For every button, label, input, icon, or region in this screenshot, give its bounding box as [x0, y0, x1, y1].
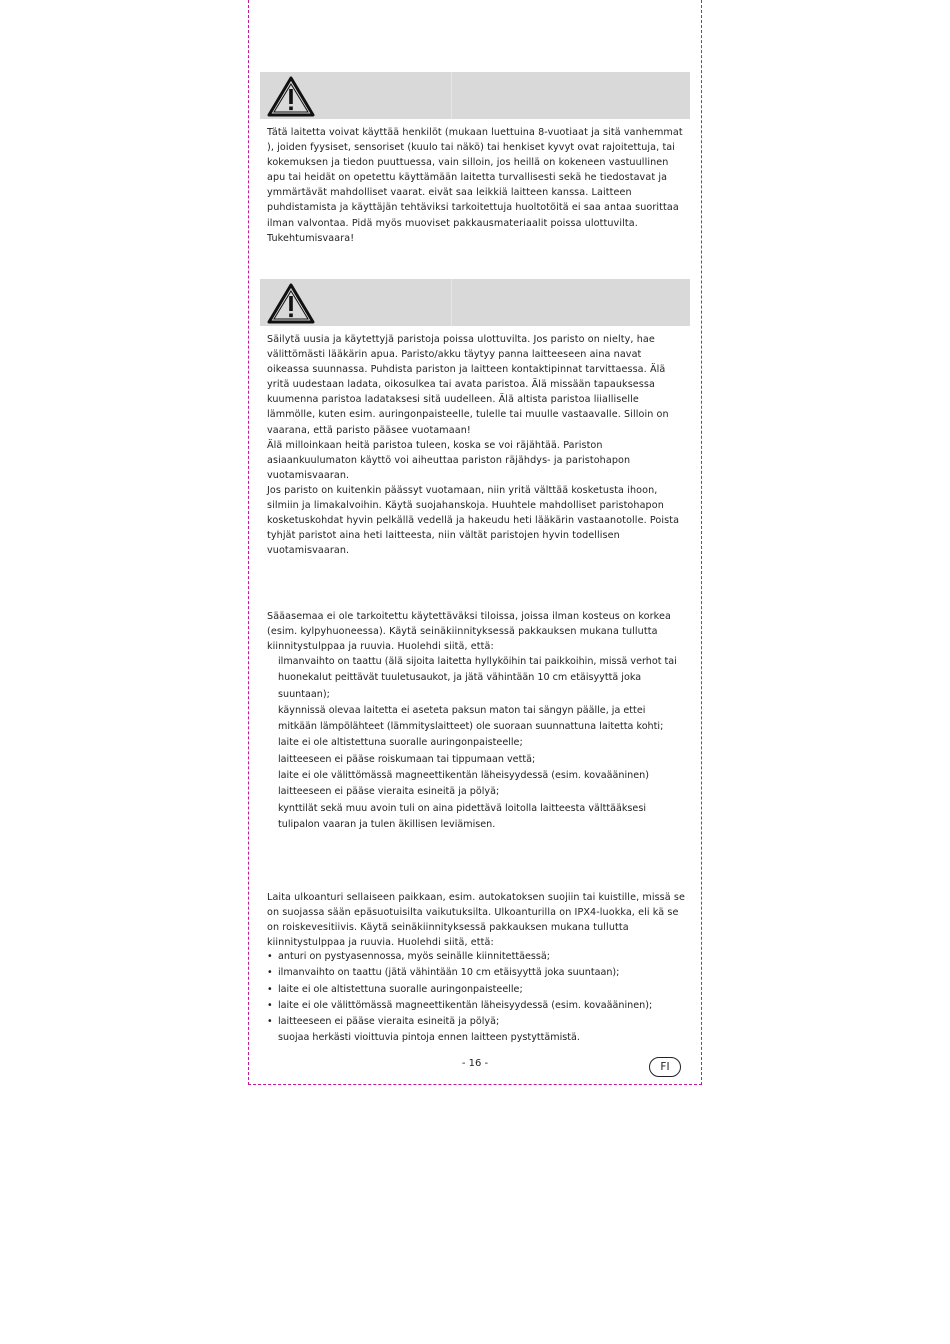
warning-text-1: [267, 125, 685, 246]
list-item: • ilmanvaihto on taattu (jätä vähintään 10 cm etäisyyttä joka suuntaan);: [267, 965, 685, 981]
warning-header-2: [260, 279, 690, 326]
warning-triangle-icon: [266, 75, 316, 117]
list-item: suojaa herkästi vioittuvia pintoja ennen laitteen pystyttämistä.: [278, 1032, 580, 1044]
battery-paragraph-1: Säilytä uusia ja käytettyjä paristoja poissa ulottuvilta. Jos paristo on nielty, hae välittömästi lääkärin apua. Paristo/akku täytyy panna laitteeseen aina navat oikeassa suunnassa. Puhdista pariston ja laitteen kontaktipinnat tarvittaessa. Älä yritä uudestaan ladata, oikosulkea tai avata paristoa. Älä missään tapauksessa kuumenna paristoa ladataksesi sitä uudelleen. Älä altista paristoa liialliselle lämmölle, kuten esim. auringonpaisteelle, tulelle tai muulle vastaavalle. Silloin on vaarana, että paristo pääsee vuotamaan!: [267, 334, 669, 436]
warning-text-2: [267, 332, 685, 558]
list-item: käynnissä olevaa laitetta ei aseteta paksun maton tai sängyn päälle, ja ettei mitkään lämpölähteet (lämmityslaitteet) ole suoraan suunnattuna laitetta kohti;: [278, 704, 664, 733]
station-intro-text: Sääasemaa ei ole tarkoitettu käytettäväksi tiloissa, joissa ilman kosteus on korkea (esim. kylpyhuoneessa). Käytä seinäkiinnityksessä pakkauksen mukana tullutta kiinnitystulppaa ja ruuvia. Huolehdi siitä, että:: [267, 611, 671, 653]
list-item: kynttilät sekä muu avoin tuli on aina pidettävä loitolla laitteesta välttääksesi tulipalon vaaran ja tulen äkillisen leviämisen.: [278, 802, 646, 830]
station-list: [267, 654, 685, 833]
outdoor-list: [267, 949, 685, 1047]
warning-triangle-icon: [266, 282, 316, 324]
station-intro: [267, 609, 685, 654]
warning-header-1: [260, 72, 690, 119]
warning-paragraph: Tätä laitetta voivat käyttää henkilöt (mukaan luettuina 8-vuotiaat ja sitä vanhemmat ), joiden fyysiset, sensoriset (kuulo tai näkö) tai henkiset kyvyt ovat rajoitettuja, tai kokemuksen ja tiedon puuttuessa, vain silloin, jos heillä on kokeneen vastuullinen apu tai heidät on opetettu käyttämään laitetta turvallisesti sekä he tiedostavat ja ymmärtävät mahdolliset vaarat. eivät saa leikkiä laitteen kanssa. Laitteen puhdistamista ja käyttäjän tehtäviksi tarkoitettuja huoltotöitä ei saa antaa suorittaa ilman valvontaa. Pidä myös muoviset pakkausmateriaalit poissa ulottuvilta. Tukehtumisvaara!: [267, 127, 683, 244]
battery-paragraph-2: Älä milloinkaan heitä paristoa tuleen, koska se voi räjähtää. Pariston asiaankuulumaton käyttö voi aiheuttaa pariston räjähdys- ja paristohapon vuotamisvaaran.: [267, 439, 631, 481]
list-item: laite ei ole välittömässä magneettikentän läheisyydessä (esim. kovaääninen): [278, 770, 649, 782]
list-item: • anturi on pystyasennossa, myös seinälle kiinnitettäessä;: [267, 949, 685, 965]
list-item: laite ei ole altistettuna suoralle auringonpaisteelle;: [278, 737, 523, 749]
list-item: laitteeseen ei pääse vieraita esineitä ja pölyä;: [278, 786, 500, 798]
outdoor-intro-text: Laita ulkoanturi sellaiseen paikkaan, esim. autokatoksen suojiin tai kuistille, missä se on suojassa sään epäsuotuisilta vaikutuksilta. Ulkoanturilla on IPX4-luokka, eli kä se on roiskevesitiivis. Käytä seinäkiinnityksessä pakkauksen mukana tullutta kiinnitystulppaa ja ruuvia. Huolehdi siitä, että:: [267, 892, 686, 949]
list-item: • laite ei ole altistettuna suoralle auringonpaisteelle;: [267, 982, 685, 998]
list-item: laitteeseen ei pääse roiskumaan tai tippumaan vettä;: [278, 753, 536, 765]
list-item: • laite ei ole välittömässä magneettikentän läheisyydessä (esim. kovaääninen);: [267, 998, 685, 1014]
list-item: ilmanvaihto on taattu (älä sijoita laitetta hyllyköihin tai paikkoihin, missä verhot tai huonekalut peittävät tuuletusaukot, ja jätä vähintään 10 cm etäisyyttä joka suuntaan);: [278, 656, 677, 700]
page-number: - 16 -: [461, 1058, 489, 1069]
language-badge: FI: [649, 1057, 681, 1077]
outdoor-intro: [267, 890, 685, 950]
battery-paragraph-3: Jos paristo on kuitenkin päässyt vuotamaan, niin yritä välttää kosketusta ihoon, silmiin ja limakalvoihin. Käytä suojahanskoja. Huuhtele mahdolliset paristohapon kosketuskohdat hyvin pelkällä vedellä ja hakeudu heti lääkärin vastaanotolle. Poista tyhjät paristot aina heti laitteesta, niin vältät paristojen hyvin todellisen vuotamisvaaran.: [267, 484, 680, 557]
list-item: • laitteeseen ei pääse vieraita esineitä ja pölyä;: [267, 1014, 685, 1030]
